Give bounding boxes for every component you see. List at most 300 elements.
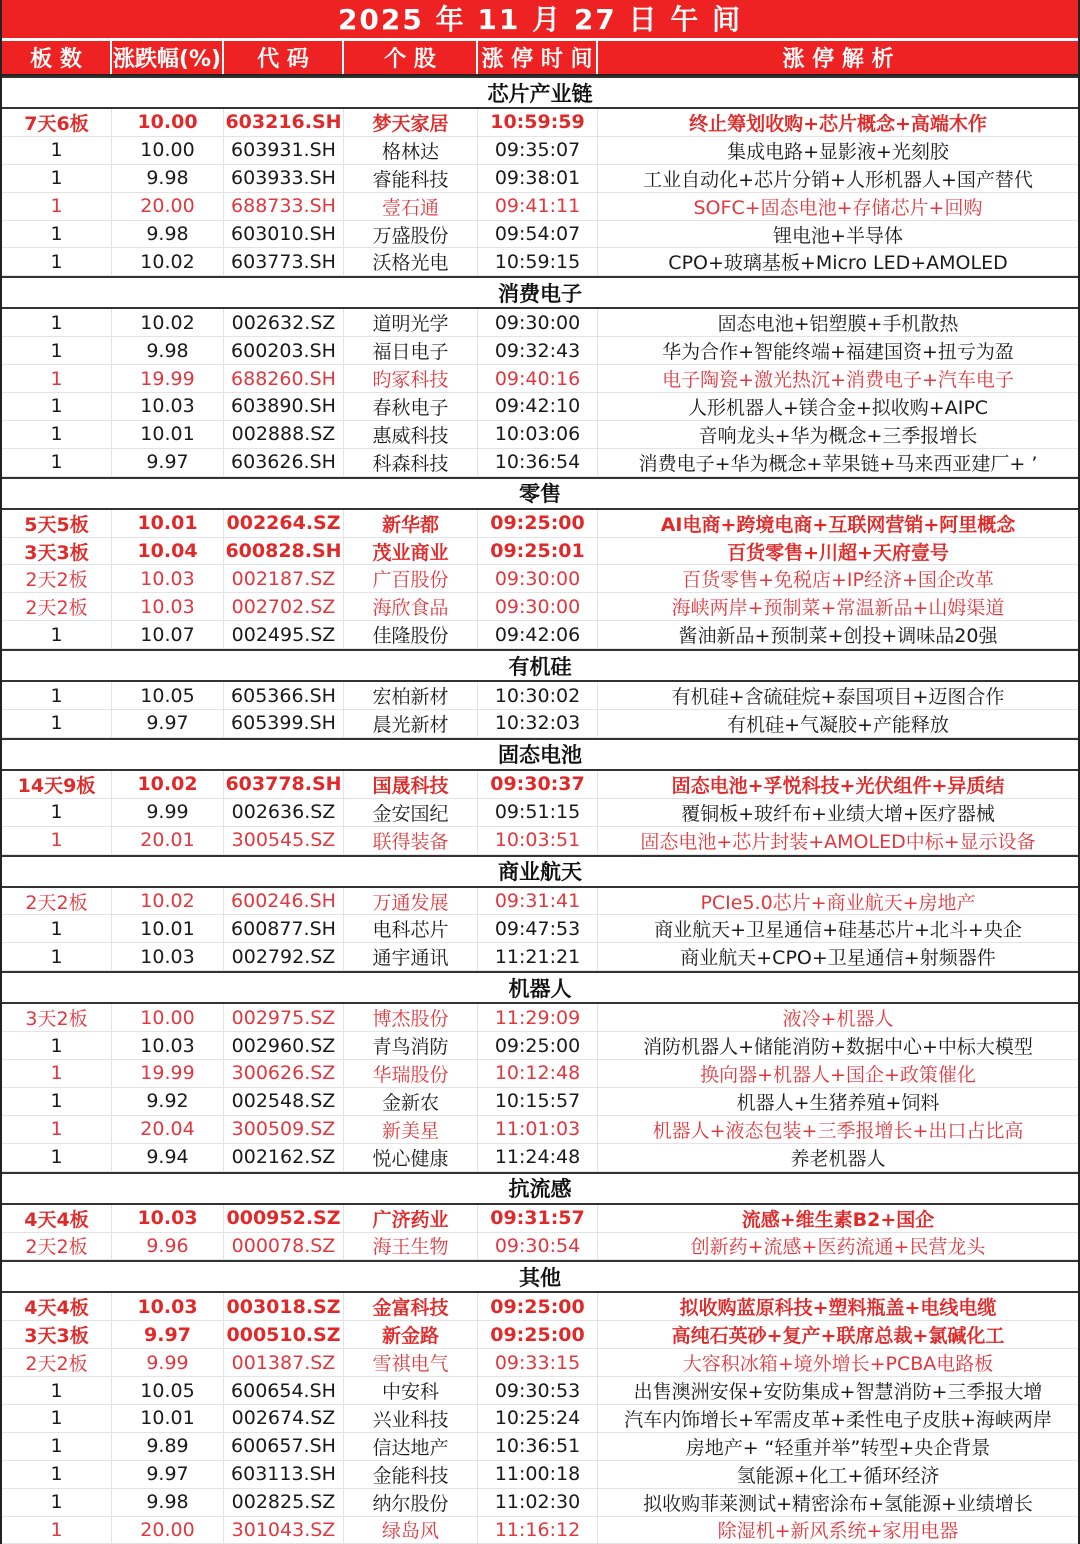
limit-time-cell: 09:54:07 <box>478 221 598 248</box>
analysis-cell: 有机硅+气凝胶+产能释放 <box>727 713 949 736</box>
header-limit-time: 涨 停 时 间 <box>478 41 598 74</box>
analysis-cell: 创新药+流感+医药流通+民营龙头 <box>690 1236 986 1259</box>
limit-time-cell: 11:24:48 <box>478 1144 598 1171</box>
analysis-cell: 消费电子+华为概念+苹果链+马来西亚建厂+ ’ <box>638 452 1038 475</box>
change-pct-cell: 10.04 <box>112 538 224 565</box>
code-cell: 002187.SZ <box>224 565 344 592</box>
boards-cell: 1 <box>2 1489 112 1516</box>
boards-cell: 2天2板 <box>2 565 112 592</box>
stock-name-cell: 博杰股份 <box>344 1004 478 1031</box>
code-cell: 603778.SH <box>224 771 344 798</box>
stock-name-cell: 新华都 <box>344 510 478 537</box>
limit-time-cell: 11:29:09 <box>478 1004 598 1031</box>
change-pct-cell: 10.02 <box>112 771 224 798</box>
boards-cell: 4天4板 <box>2 1205 112 1232</box>
table-row <box>2 1517 1078 1544</box>
boards-cell: 14天9板 <box>2 771 112 798</box>
boards-cell: 1 <box>2 165 112 192</box>
boards-cell: 1 <box>2 621 112 648</box>
table-row <box>2 393 1078 421</box>
boards-cell: 2天2板 <box>2 593 112 620</box>
limit-time-cell: 09:25:00 <box>478 1321 598 1348</box>
analysis-cell: 锂电池+半导体 <box>773 224 903 247</box>
table-row <box>2 309 1078 337</box>
stock-name-cell: 新美星 <box>344 1116 478 1143</box>
boards-cell: 1 <box>2 1433 112 1460</box>
limit-time-cell: 10:30:02 <box>478 682 598 709</box>
analysis-cell: 换向器+机器人+国企+政策催化 <box>700 1064 976 1086</box>
code-cell: 600828.SH <box>224 538 344 565</box>
analysis-cell: 酱油新品+预制菜+创投+调味品20强 <box>678 625 998 648</box>
boards-cell: 1 <box>2 1517 112 1544</box>
change-pct-cell: 10.03 <box>112 565 224 592</box>
change-pct-cell: 10.03 <box>112 1205 224 1232</box>
code-cell: 002825.SZ <box>224 1489 344 1516</box>
limit-time-cell: 09:25:00 <box>478 510 598 537</box>
change-pct-cell: 10.00 <box>112 109 224 136</box>
change-pct-cell: 9.98 <box>112 165 224 192</box>
change-pct-cell: 10.00 <box>112 1004 224 1031</box>
limit-time-cell: 11:02:30 <box>478 1489 598 1516</box>
analysis-cell: 百货零售+川超+天府壹号 <box>727 541 949 564</box>
change-pct-cell: 20.00 <box>112 193 224 220</box>
table-row <box>2 365 1078 393</box>
code-cell: 002792.SZ <box>224 943 344 970</box>
table-row <box>2 1004 1078 1032</box>
change-pct-cell: 10.02 <box>112 248 224 275</box>
table-row <box>2 193 1078 221</box>
stock-name-cell: 国晟科技 <box>344 771 478 798</box>
change-pct-cell: 20.01 <box>112 827 224 854</box>
code-cell: 002702.SZ <box>224 593 344 620</box>
table-row <box>2 449 1078 477</box>
boards-cell: 2天2板 <box>2 1349 112 1376</box>
analysis-cell: 工业自动化+芯片分销+人形机器人+国产替代 <box>643 168 1033 191</box>
change-pct-cell: 10.03 <box>112 1293 224 1320</box>
code-cell: 002975.SZ <box>224 1004 344 1031</box>
limit-time-cell: 09:40:16 <box>478 365 598 392</box>
header-boards: 板 数 <box>2 41 112 74</box>
section-header: 其他 <box>2 1260 1078 1293</box>
boards-cell: 1 <box>2 1144 112 1171</box>
analysis-cell: 固态电池+芯片封装+AMOLED中标+显示设备 <box>640 830 1036 853</box>
analysis-cell: 集成电路+显影液+光刻胶 <box>727 140 949 163</box>
limit-time-cell: 09:30:00 <box>478 565 598 592</box>
analysis-cell: 终止筹划收购+芯片概念+高端木作 <box>689 112 987 135</box>
boards-cell: 1 <box>2 393 112 420</box>
limit-time-cell: 10:36:51 <box>478 1433 598 1460</box>
change-pct-cell: 10.01 <box>112 1405 224 1432</box>
stock-name-cell: 晨光新材 <box>344 710 478 737</box>
table-row <box>2 1433 1078 1461</box>
change-pct-cell: 9.94 <box>112 1144 224 1171</box>
boards-cell: 1 <box>2 1116 112 1143</box>
boards-cell: 4天4板 <box>2 1293 112 1320</box>
stock-name-cell: 格林达 <box>344 137 478 164</box>
analysis-cell: 高纯石英砂+复产+联席总裁+氯碱化工 <box>671 1325 1005 1348</box>
limit-time-cell: 09:30:37 <box>478 771 598 798</box>
change-pct-cell: 9.99 <box>112 799 224 826</box>
limit-time-cell: 09:35:07 <box>478 137 598 164</box>
stock-name-cell: 海王生物 <box>344 1233 478 1260</box>
code-cell: 600203.SH <box>224 337 344 364</box>
table-row <box>2 827 1078 855</box>
code-cell: 002264.SZ <box>224 510 344 537</box>
table-row <box>2 1088 1078 1116</box>
change-pct-cell: 9.99 <box>112 1349 224 1376</box>
limit-time-cell: 11:21:21 <box>478 943 598 970</box>
analysis-cell: 消防机器人+储能消防+数据中心+中标大模型 <box>643 1036 1033 1059</box>
stock-name-cell: 昀冢科技 <box>344 365 478 392</box>
stock-name-cell: 中安科 <box>344 1377 478 1404</box>
code-cell: 300545.SZ <box>224 827 344 854</box>
code-cell: 603773.SH <box>224 248 344 275</box>
boards-cell: 1 <box>2 710 112 737</box>
code-cell: 605366.SH <box>224 682 344 709</box>
stock-name-cell: 信达地产 <box>344 1433 478 1460</box>
table-row <box>2 109 1078 137</box>
header-code: 代 码 <box>224 41 344 74</box>
change-pct-cell: 10.05 <box>112 682 224 709</box>
code-cell: 600654.SH <box>224 1377 344 1404</box>
table-row <box>2 1377 1078 1405</box>
limit-time-cell: 09:30:00 <box>478 593 598 620</box>
change-pct-cell: 10.02 <box>112 888 224 915</box>
stock-name-cell: 通宇通讯 <box>344 943 478 970</box>
code-cell: 001387.SZ <box>224 1349 344 1376</box>
analysis-cell: SOFC+固态电池+存储芯片+回购 <box>693 196 983 219</box>
stock-name-cell: 春秋电子 <box>344 393 478 420</box>
boards-cell: 5天5板 <box>2 510 112 537</box>
change-pct-cell: 10.00 <box>112 137 224 164</box>
code-cell: 000952.SZ <box>224 1205 344 1232</box>
stock-name-cell: 兴业科技 <box>344 1405 478 1432</box>
boards-cell: 1 <box>2 221 112 248</box>
section-header: 芯片产业链 <box>2 76 1078 109</box>
table-row <box>2 1405 1078 1433</box>
section-header: 固态电池 <box>2 738 1078 771</box>
analysis-cell: 有机硅+含硫硅烷+泰国项目+迈图合作 <box>671 686 1005 709</box>
boards-cell: 3天2板 <box>2 1004 112 1031</box>
limit-time-cell: 09:41:11 <box>478 193 598 220</box>
table-row <box>2 888 1078 916</box>
boards-cell: 7天6板 <box>2 109 112 136</box>
section-header: 商业航天 <box>2 855 1078 888</box>
change-pct-cell: 10.01 <box>112 510 224 537</box>
code-cell: 002674.SZ <box>224 1405 344 1432</box>
change-pct-cell: 9.97 <box>112 710 224 737</box>
change-pct-cell: 9.97 <box>112 1321 224 1348</box>
analysis-cell: PCIe5.0芯片+商业航天+房地产 <box>700 891 976 914</box>
boards-cell: 1 <box>2 248 112 275</box>
header-analysis: 涨 停 解 析 <box>782 47 894 72</box>
stock-name-cell: 金安国纪 <box>344 799 478 826</box>
stock-name-cell: 电科芯片 <box>344 915 478 942</box>
table-row <box>2 710 1078 738</box>
boards-cell: 1 <box>2 193 112 220</box>
limit-time-cell: 10:59:59 <box>478 109 598 136</box>
change-pct-cell: 20.00 <box>112 1517 224 1544</box>
analysis-cell: 机器人+生猪养殖+饲料 <box>736 1091 940 1114</box>
analysis-cell: 大容积冰箱+境外增长+PCBA电路板 <box>682 1353 994 1376</box>
stock-name-cell: 广济药业 <box>344 1205 478 1232</box>
limit-time-cell: 09:30:00 <box>478 309 598 336</box>
stock-name-cell: 科森科技 <box>344 449 478 476</box>
code-cell: 300509.SZ <box>224 1116 344 1143</box>
limit-time-cell: 10:15:57 <box>478 1088 598 1115</box>
stock-name-cell: 茂业商业 <box>344 538 478 565</box>
limit-time-cell: 10:36:54 <box>478 449 598 476</box>
table-row <box>2 593 1078 621</box>
limit-time-cell: 11:16:12 <box>478 1517 598 1544</box>
analysis-cell: AI电商+跨境电商+互联网营销+阿里概念 <box>660 513 1016 536</box>
analysis-cell: 出售澳洲安保+安防集成+智慧消防+三季报大增 <box>633 1381 1043 1404</box>
table-row <box>2 1205 1078 1233</box>
boards-cell: 1 <box>2 421 112 448</box>
analysis-cell: 商业航天+CPO+卫星通信+射频器件 <box>680 947 996 970</box>
table-row <box>2 799 1078 827</box>
analysis-cell: 流感+维生素B2+国企 <box>741 1208 935 1231</box>
column-header-row <box>2 41 1078 76</box>
section-header: 零售 <box>2 477 1078 510</box>
table-row <box>2 1233 1078 1261</box>
boards-cell: 1 <box>2 337 112 364</box>
change-pct-cell: 9.97 <box>112 1461 224 1488</box>
boards-cell: 1 <box>2 915 112 942</box>
change-pct-cell: 9.89 <box>112 1433 224 1460</box>
change-pct-cell: 9.97 <box>112 449 224 476</box>
boards-cell: 2天2板 <box>2 888 112 915</box>
code-cell: 600657.SH <box>224 1433 344 1460</box>
stock-name-cell: 联得装备 <box>344 827 478 854</box>
table-title: 2025 年 11 月 27 日 午 间 <box>2 0 1078 41</box>
code-cell: 000510.SZ <box>224 1321 344 1348</box>
code-cell: 603626.SH <box>224 449 344 476</box>
analysis-cell: 音响龙头+华为概念+三季报增长 <box>698 424 978 447</box>
stock-name-cell: 绿岛风 <box>344 1517 478 1544</box>
table-row <box>2 1489 1078 1517</box>
stock-name-cell: 万盛股份 <box>344 221 478 248</box>
boards-cell: 1 <box>2 137 112 164</box>
stock-name-cell: 宏柏新材 <box>344 682 478 709</box>
code-cell: 000078.SZ <box>224 1233 344 1260</box>
limit-time-cell: 10:12:48 <box>478 1060 598 1087</box>
change-pct-cell: 19.99 <box>112 1060 224 1087</box>
boards-cell: 1 <box>2 1032 112 1059</box>
limit-time-cell: 11:01:03 <box>478 1116 598 1143</box>
change-pct-cell: 20.04 <box>112 1116 224 1143</box>
table-row <box>2 1349 1078 1377</box>
table-row <box>2 682 1078 710</box>
stock-name-cell: 惠威科技 <box>344 421 478 448</box>
stock-name-cell: 金富科技 <box>344 1293 478 1320</box>
section-header: 抗流感 <box>2 1172 1078 1205</box>
table-row <box>2 1321 1078 1349</box>
limit-time-cell: 09:42:10 <box>478 393 598 420</box>
section-header: 消费电子 <box>2 276 1078 309</box>
limit-time-cell: 09:51:15 <box>478 799 598 826</box>
boards-cell: 1 <box>2 682 112 709</box>
code-cell: 605399.SH <box>224 710 344 737</box>
stock-name-cell: 壹石通 <box>344 193 478 220</box>
code-cell: 603113.SH <box>224 1461 344 1488</box>
stock-name-cell: 万通发展 <box>344 888 478 915</box>
analysis-cell: 覆铜板+玻纤布+业绩大增+医疗器械 <box>681 802 995 825</box>
boards-cell: 2天2板 <box>2 1233 112 1260</box>
change-pct-cell: 9.92 <box>112 1088 224 1115</box>
table-row <box>2 421 1078 449</box>
boards-cell: 1 <box>2 1461 112 1488</box>
code-cell: 603931.SH <box>224 137 344 164</box>
analysis-cell: 养老机器人 <box>790 1147 886 1170</box>
section-header: 机器人 <box>2 971 1078 1004</box>
analysis-cell: 固态电池+孚悦科技+光伏组件+异质结 <box>671 774 1005 797</box>
limit-time-cell: 09:25:01 <box>478 538 598 565</box>
table-body <box>2 76 1078 1544</box>
boards-cell: 1 <box>2 449 112 476</box>
limit-time-cell: 09:38:01 <box>478 165 598 192</box>
stock-name-cell: 海欣食品 <box>344 593 478 620</box>
stock-name-cell: 新金路 <box>344 1321 478 1348</box>
limit-time-cell: 09:31:41 <box>478 888 598 915</box>
table-row <box>2 1116 1078 1144</box>
code-cell: 002495.SZ <box>224 621 344 648</box>
code-cell: 002636.SZ <box>224 799 344 826</box>
boards-cell: 1 <box>2 1377 112 1404</box>
boards-cell: 1 <box>2 827 112 854</box>
change-pct-cell: 10.03 <box>112 1032 224 1059</box>
code-cell: 002632.SZ <box>224 309 344 336</box>
limit-time-cell: 09:31:57 <box>478 1205 598 1232</box>
code-cell: 002960.SZ <box>224 1032 344 1059</box>
table-row <box>2 1144 1078 1172</box>
limit-time-cell: 10:03:51 <box>478 827 598 854</box>
section-header: 有机硅 <box>2 649 1078 682</box>
analysis-cell: 汽车内饰增长+军需皮革+柔性电子皮肤+海峡两岸 <box>624 1408 1052 1431</box>
stock-name-cell: 福日电子 <box>344 337 478 364</box>
change-pct-cell: 9.98 <box>112 1489 224 1516</box>
code-cell: 600877.SH <box>224 915 344 942</box>
code-cell: 603216.SH <box>224 109 344 136</box>
code-cell: 600246.SH <box>224 888 344 915</box>
code-cell: 688733.SH <box>224 193 344 220</box>
table-row <box>2 621 1078 649</box>
change-pct-cell: 10.03 <box>112 393 224 420</box>
stock-name-cell: 广百股份 <box>344 565 478 592</box>
stock-name-cell: 纳尔股份 <box>344 1489 478 1516</box>
limit-time-cell: 10:32:03 <box>478 710 598 737</box>
limit-time-cell: 10:25:24 <box>478 1405 598 1432</box>
stock-name-cell: 佳隆股份 <box>344 621 478 648</box>
code-cell: 002162.SZ <box>224 1144 344 1171</box>
table-row <box>2 915 1078 943</box>
table-row <box>2 1032 1078 1060</box>
code-cell: 603010.SH <box>224 221 344 248</box>
stock-name-cell: 雪祺电气 <box>344 1349 478 1376</box>
code-cell: 002888.SZ <box>224 421 344 448</box>
analysis-cell: 华为合作+智能终端+福建国资+扭亏为盈 <box>662 341 1014 364</box>
limit-time-cell: 10:03:06 <box>478 421 598 448</box>
analysis-cell: 液冷+机器人 <box>782 1008 894 1031</box>
table-row <box>2 771 1078 799</box>
code-cell: 002548.SZ <box>224 1088 344 1115</box>
boards-cell: 1 <box>2 1060 112 1087</box>
change-pct-cell: 10.03 <box>112 593 224 620</box>
stock-name-cell: 青鸟消防 <box>344 1032 478 1059</box>
stock-name-cell: 睿能科技 <box>344 165 478 192</box>
code-cell: 300626.SZ <box>224 1060 344 1087</box>
table-row <box>2 1293 1078 1321</box>
code-cell: 603933.SH <box>224 165 344 192</box>
boards-cell: 1 <box>2 799 112 826</box>
stock-name-cell: 沃格光电 <box>344 248 478 275</box>
analysis-cell: 固态电池+铝塑膜+手机散热 <box>717 313 959 336</box>
table-row <box>2 165 1078 193</box>
stock-name-cell: 金能科技 <box>344 1461 478 1488</box>
limit-time-cell: 10:59:15 <box>478 248 598 275</box>
table-row <box>2 137 1078 165</box>
change-pct-cell: 10.03 <box>112 943 224 970</box>
limit-time-cell: 09:30:54 <box>478 1233 598 1260</box>
analysis-cell: 拟收购蓝原科技+塑料瓶盖+电线电缆 <box>679 1297 997 1320</box>
boards-cell: 1 <box>2 1088 112 1115</box>
change-pct-cell: 10.01 <box>112 421 224 448</box>
boards-cell: 1 <box>2 365 112 392</box>
limit-time-cell: 09:32:43 <box>478 337 598 364</box>
stock-name-cell: 梦天家居 <box>344 109 478 136</box>
stock-name-cell: 金新农 <box>344 1088 478 1115</box>
limit-time-cell: 09:25:00 <box>478 1293 598 1320</box>
table-row <box>2 337 1078 365</box>
analysis-cell: CPO+玻璃基板+Micro LED+AMOLED <box>668 252 1008 275</box>
limit-time-cell: 11:00:18 <box>478 1461 598 1488</box>
table-row <box>2 1461 1078 1489</box>
stock-name-cell: 道明光学 <box>344 309 478 336</box>
table-row <box>2 943 1078 971</box>
change-pct-cell: 9.98 <box>112 221 224 248</box>
table-row <box>2 1060 1078 1088</box>
boards-cell: 1 <box>2 943 112 970</box>
boards-cell: 3天3板 <box>2 1321 112 1348</box>
limit-time-cell: 09:25:00 <box>478 1032 598 1059</box>
change-pct-cell: 10.01 <box>112 915 224 942</box>
change-pct-cell: 9.98 <box>112 337 224 364</box>
change-pct-cell: 19.99 <box>112 365 224 392</box>
analysis-cell: 人形机器人+镁合金+拟收购+AIPC <box>687 396 989 419</box>
analysis-cell: 商业航天+卫星通信+硅基芯片+北斗+央企 <box>654 919 1022 942</box>
stock-name-cell: 悦心健康 <box>344 1144 478 1171</box>
analysis-cell: 氢能源+化工+循环经济 <box>736 1464 940 1487</box>
limit-time-cell: 09:33:15 <box>478 1349 598 1376</box>
analysis-cell: 电子陶瓷+激光热沉+消费电子+汽车电子 <box>662 369 1014 392</box>
limit-time-cell: 09:30:53 <box>478 1377 598 1404</box>
header-stock: 个 股 <box>344 41 478 74</box>
table-row <box>2 565 1078 593</box>
boards-cell: 3天3板 <box>2 538 112 565</box>
table-row <box>2 510 1078 538</box>
change-pct-cell: 10.05 <box>112 1377 224 1404</box>
analysis-cell: 海峡两岸+预制菜+常温新品+山姆渠道 <box>671 597 1005 620</box>
code-cell: 003018.SZ <box>224 1293 344 1320</box>
table-row <box>2 538 1078 566</box>
analysis-cell: 机器人+液态包装+三季报增长+出口占比高 <box>652 1119 1024 1142</box>
analysis-cell: 房地产+ “轻重并举”转型+央企背景 <box>685 1436 991 1459</box>
code-cell: 301043.SZ <box>224 1517 344 1544</box>
change-pct-cell: 9.96 <box>112 1233 224 1260</box>
analysis-cell: 拟收购菲莱测试+精密涂布+氢能源+业绩增长 <box>643 1492 1033 1515</box>
change-pct-cell: 10.07 <box>112 621 224 648</box>
stock-name-cell: 华瑞股份 <box>344 1060 478 1087</box>
